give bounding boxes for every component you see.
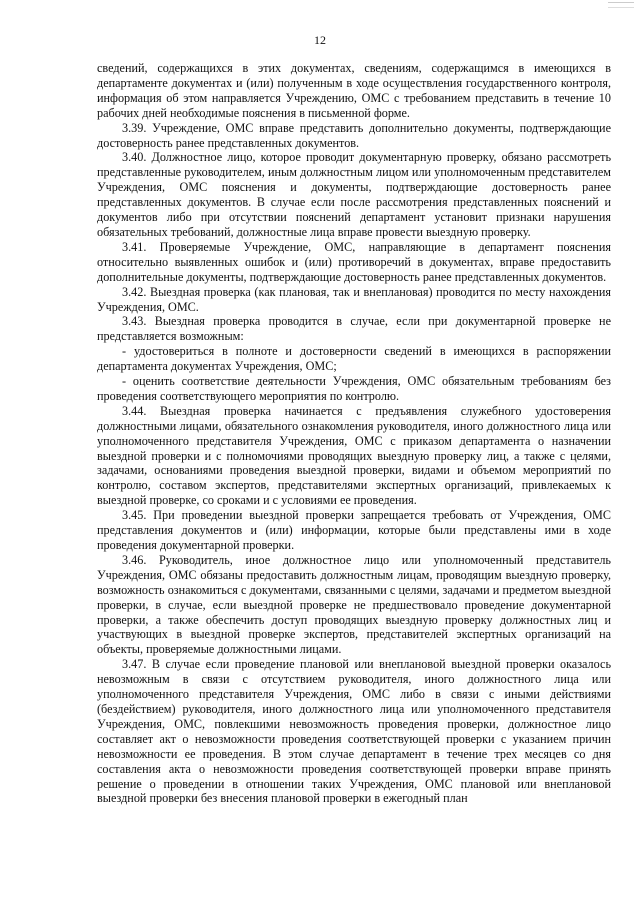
scan-corner-mark (608, 2, 634, 8)
paragraph: 3.47. В случае если проведение плановой или внеплановой выездной проверки оказалось невозможным в связи с отсутствием руководителя, иного должностного лица или уполномоченного представителя Учреждения, ОМС либо в связи с иными действиями (бездействием) руководителя, иного должностного лица или уполномоченного представителя Учреждения, ОМС, повлекшими невозможность проведения проверки, должностное лицо составляет акт о невозможности проведения соответствующей проверки с указанием причин невозможности ее проведения. В этом случае департамент в течение трех месяцев со дня составления акта о невозможности проведения соответствующей проверки вправе принять решение о проведении в отношении таких Учреждения, ОМС плановой или внеплановой выездной проверки без внесения плановой проверки в ежегодный план (97, 657, 611, 806)
paragraph: 3.44. Выездная проверка начинается с предъявления служебного удостоверения должностными лицами, обязательного ознакомления руководителя, иного должностного лица или уполномоченного представителя Учреждения, ОМС с приказом департамента о назначении выездной проверки и с полномочиями проводящих выездную проверку лиц, а также с целями, задачами, основаниями проведения выездной проверки, видами и объемом мероприятий по контролю, составом экспертов, представителями экспертных организаций, привлекаемых к выездной проверке, со сроками и с условиями ее проведения. (97, 403, 611, 508)
paragraph: сведений, содержащихся в этих документах, сведениям, содержащимся в имеющихся в департаменте документах и (или) полученным в ходе осуществления государственного контроля, информация об этом направляется Учреждению, ОМС с требованием представить в течение 10 рабочих дней необходимые пояснения в письменной форме. (97, 61, 611, 120)
paragraph: 3.45. При проведении выездной проверки запрещается требовать от Учреждения, ОМС представления документов и (или) информации, которые были представлены ими в ходе проведения документарной проверки. (97, 508, 611, 552)
page-number: 12 (314, 33, 326, 47)
paragraph: 3.43. Выездная проверка проводится в случае, если при документарной проверке не представляется возможным: (97, 314, 611, 344)
document-body (97, 61, 611, 806)
paragraph: 3.46. Руководитель, иное должностное лицо или уполномоченный представитель Учреждения, ОМС обязаны предоставить должностным лицам, проводящим выездную проверку, возможность ознакомиться с документами, связанными с целями, задачами и предметом выездной проверки, в случае, если выездной проверке не предшествовало проведение документарной проверки, а также обеспечить доступ проводящих выездную проверку должностных лиц и участвующих в выездной проверке экспертов, представителей экспертных организаций на объекты, проверяемые должностными лицами. (97, 552, 611, 657)
paragraph: 3.39. Учреждение, ОМС вправе представить дополнительно документы, подтверждающие достоверность ранее представленных документов. (97, 120, 611, 150)
list-item: - оценить соответствие деятельности Учреждения, ОМС обязательным требованиям без проведения соответствующего мероприятия по контролю. (97, 374, 611, 403)
paragraph: 3.42. Выездная проверка (как плановая, так и внеплановая) проводится по месту нахождения Учреждения, ОМС. (97, 284, 611, 314)
paragraph: 3.40. Должностное лицо, которое проводит документарную проверку, обязано рассмотреть представленные руководителем, иным должностным лицом или уполномоченным представителем Учреждения, ОМС пояснения и документы, подтверждающие достоверность ранее представленных документов. В случае если после рассмотрения представленных пояснений и документов либо при отсутствии пояснений департамент установит признаки нарушения обязательных требований, должностные лица вправе провести выездную проверку. (97, 150, 611, 239)
list-item: - удостовериться в полноте и достоверности сведений в имеющихся в распоряжении департамента документах Учреждения, ОМС; (97, 344, 611, 374)
paragraph: 3.41. Проверяемые Учреждение, ОМС, направляющие в департамент пояснения относительно выявленных ошибок и (или) противоречий в документах, вправе предоставить дополнительные документы, подтверждающие достоверность ранее представленных документов. (97, 239, 611, 284)
